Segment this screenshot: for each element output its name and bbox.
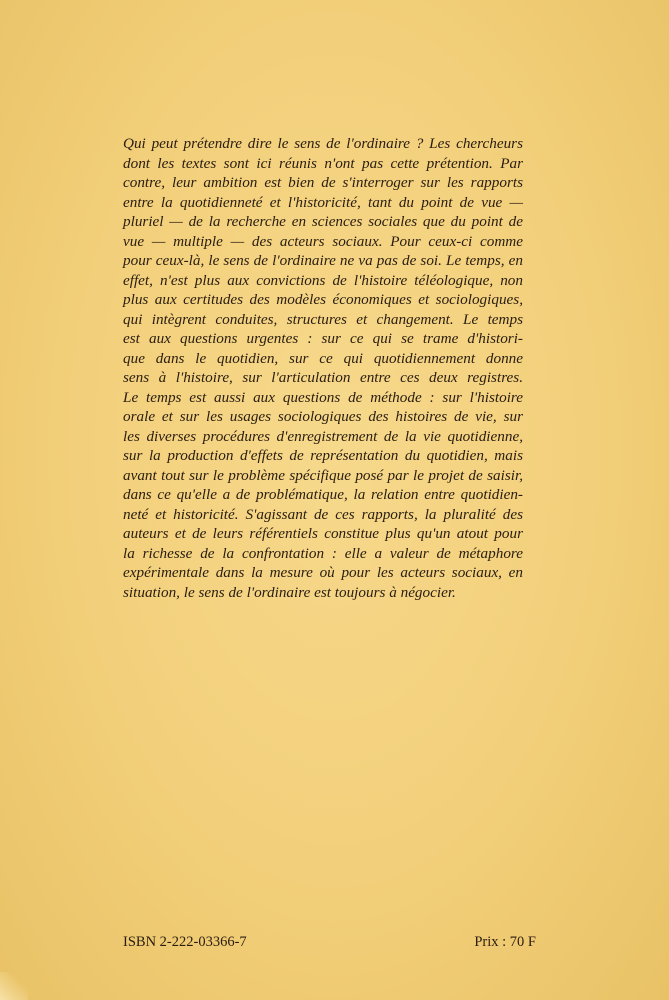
blurb-line: situation, le sens de l'ordinaire est toujours à négocier. xyxy=(123,583,456,601)
blurb-line: pluriel — de la recherche en sciences sociales que du point de xyxy=(123,213,523,230)
blurb-line: la richesse de la confrontation : elle a valeur de métaphore xyxy=(123,544,523,562)
blurb-line: avant tout sur le problème spécifique posé par le projet de saisir, xyxy=(123,466,523,484)
blurb-line: entre la quotidienneté et l'historicité, tant du point de vue — xyxy=(123,193,523,211)
blurb-line: orale et sur les usages sociologiques des histoires de vie, sur xyxy=(123,408,523,425)
blurb-line: Le temps est aussi aux questions de méthode : sur l'histoire xyxy=(123,388,523,406)
isbn-label: ISBN 2-222-03366-7 xyxy=(123,934,247,950)
blurb-line: neté et historicité. S'agissant de ces rapports, la pluralité des xyxy=(123,505,523,523)
blurb-line: dont les textes sont ici réunis n'ont pas cette prétention. Par xyxy=(123,154,523,172)
blurb-line: plus aux certitudes des modèles économiques et sociologiques, xyxy=(123,291,523,308)
blurb-line: est aux questions urgentes : sur ce qui se trame d'histori- xyxy=(123,330,523,347)
blurb-line: les diverses procédures d'enregistrement de la vie quotidienne, xyxy=(123,427,523,445)
price-label: Prix : 70 F xyxy=(474,934,536,950)
blurb-line: Qui peut prétendre dire le sens de l'ordinaire ? Les chercheurs xyxy=(123,135,523,152)
blurb-line: dans ce qu'elle a de problématique, la relation entre quotidien- xyxy=(123,486,523,503)
worn-corner xyxy=(0,972,28,1000)
blurb-line: contre, leur ambition est bien de s'interroger sur les rapports xyxy=(123,174,523,191)
blurb-line: expérimentale dans la mesure où pour les acteurs sociaux, en xyxy=(123,564,523,581)
blurb-line: vue — multiple — des acteurs sociaux. Pour ceux-ci comme xyxy=(123,232,523,250)
blurb-line: sur la production d'effets de représentation du quotidien, mais xyxy=(123,447,523,464)
blurb-line: pour ceux-là, le sens de l'ordinaire ne va pas de soi. Le temps, en xyxy=(123,252,523,269)
blurb-line: sens à l'histoire, sur l'articulation entre ces deux registres. xyxy=(123,369,523,386)
blurb-text xyxy=(123,134,523,602)
blurb-line: auteurs et de leurs référentiels constitue plus qu'un atout pour xyxy=(123,525,523,542)
blurb-line: qui intègrent conduites, structures et changement. Le temps xyxy=(123,310,523,328)
blurb-line: que dans le quotidien, sur ce qui quotidiennement donne xyxy=(123,349,523,367)
blurb-line: effet, n'est plus aux convictions de l'histoire téléologique, non xyxy=(123,271,523,289)
